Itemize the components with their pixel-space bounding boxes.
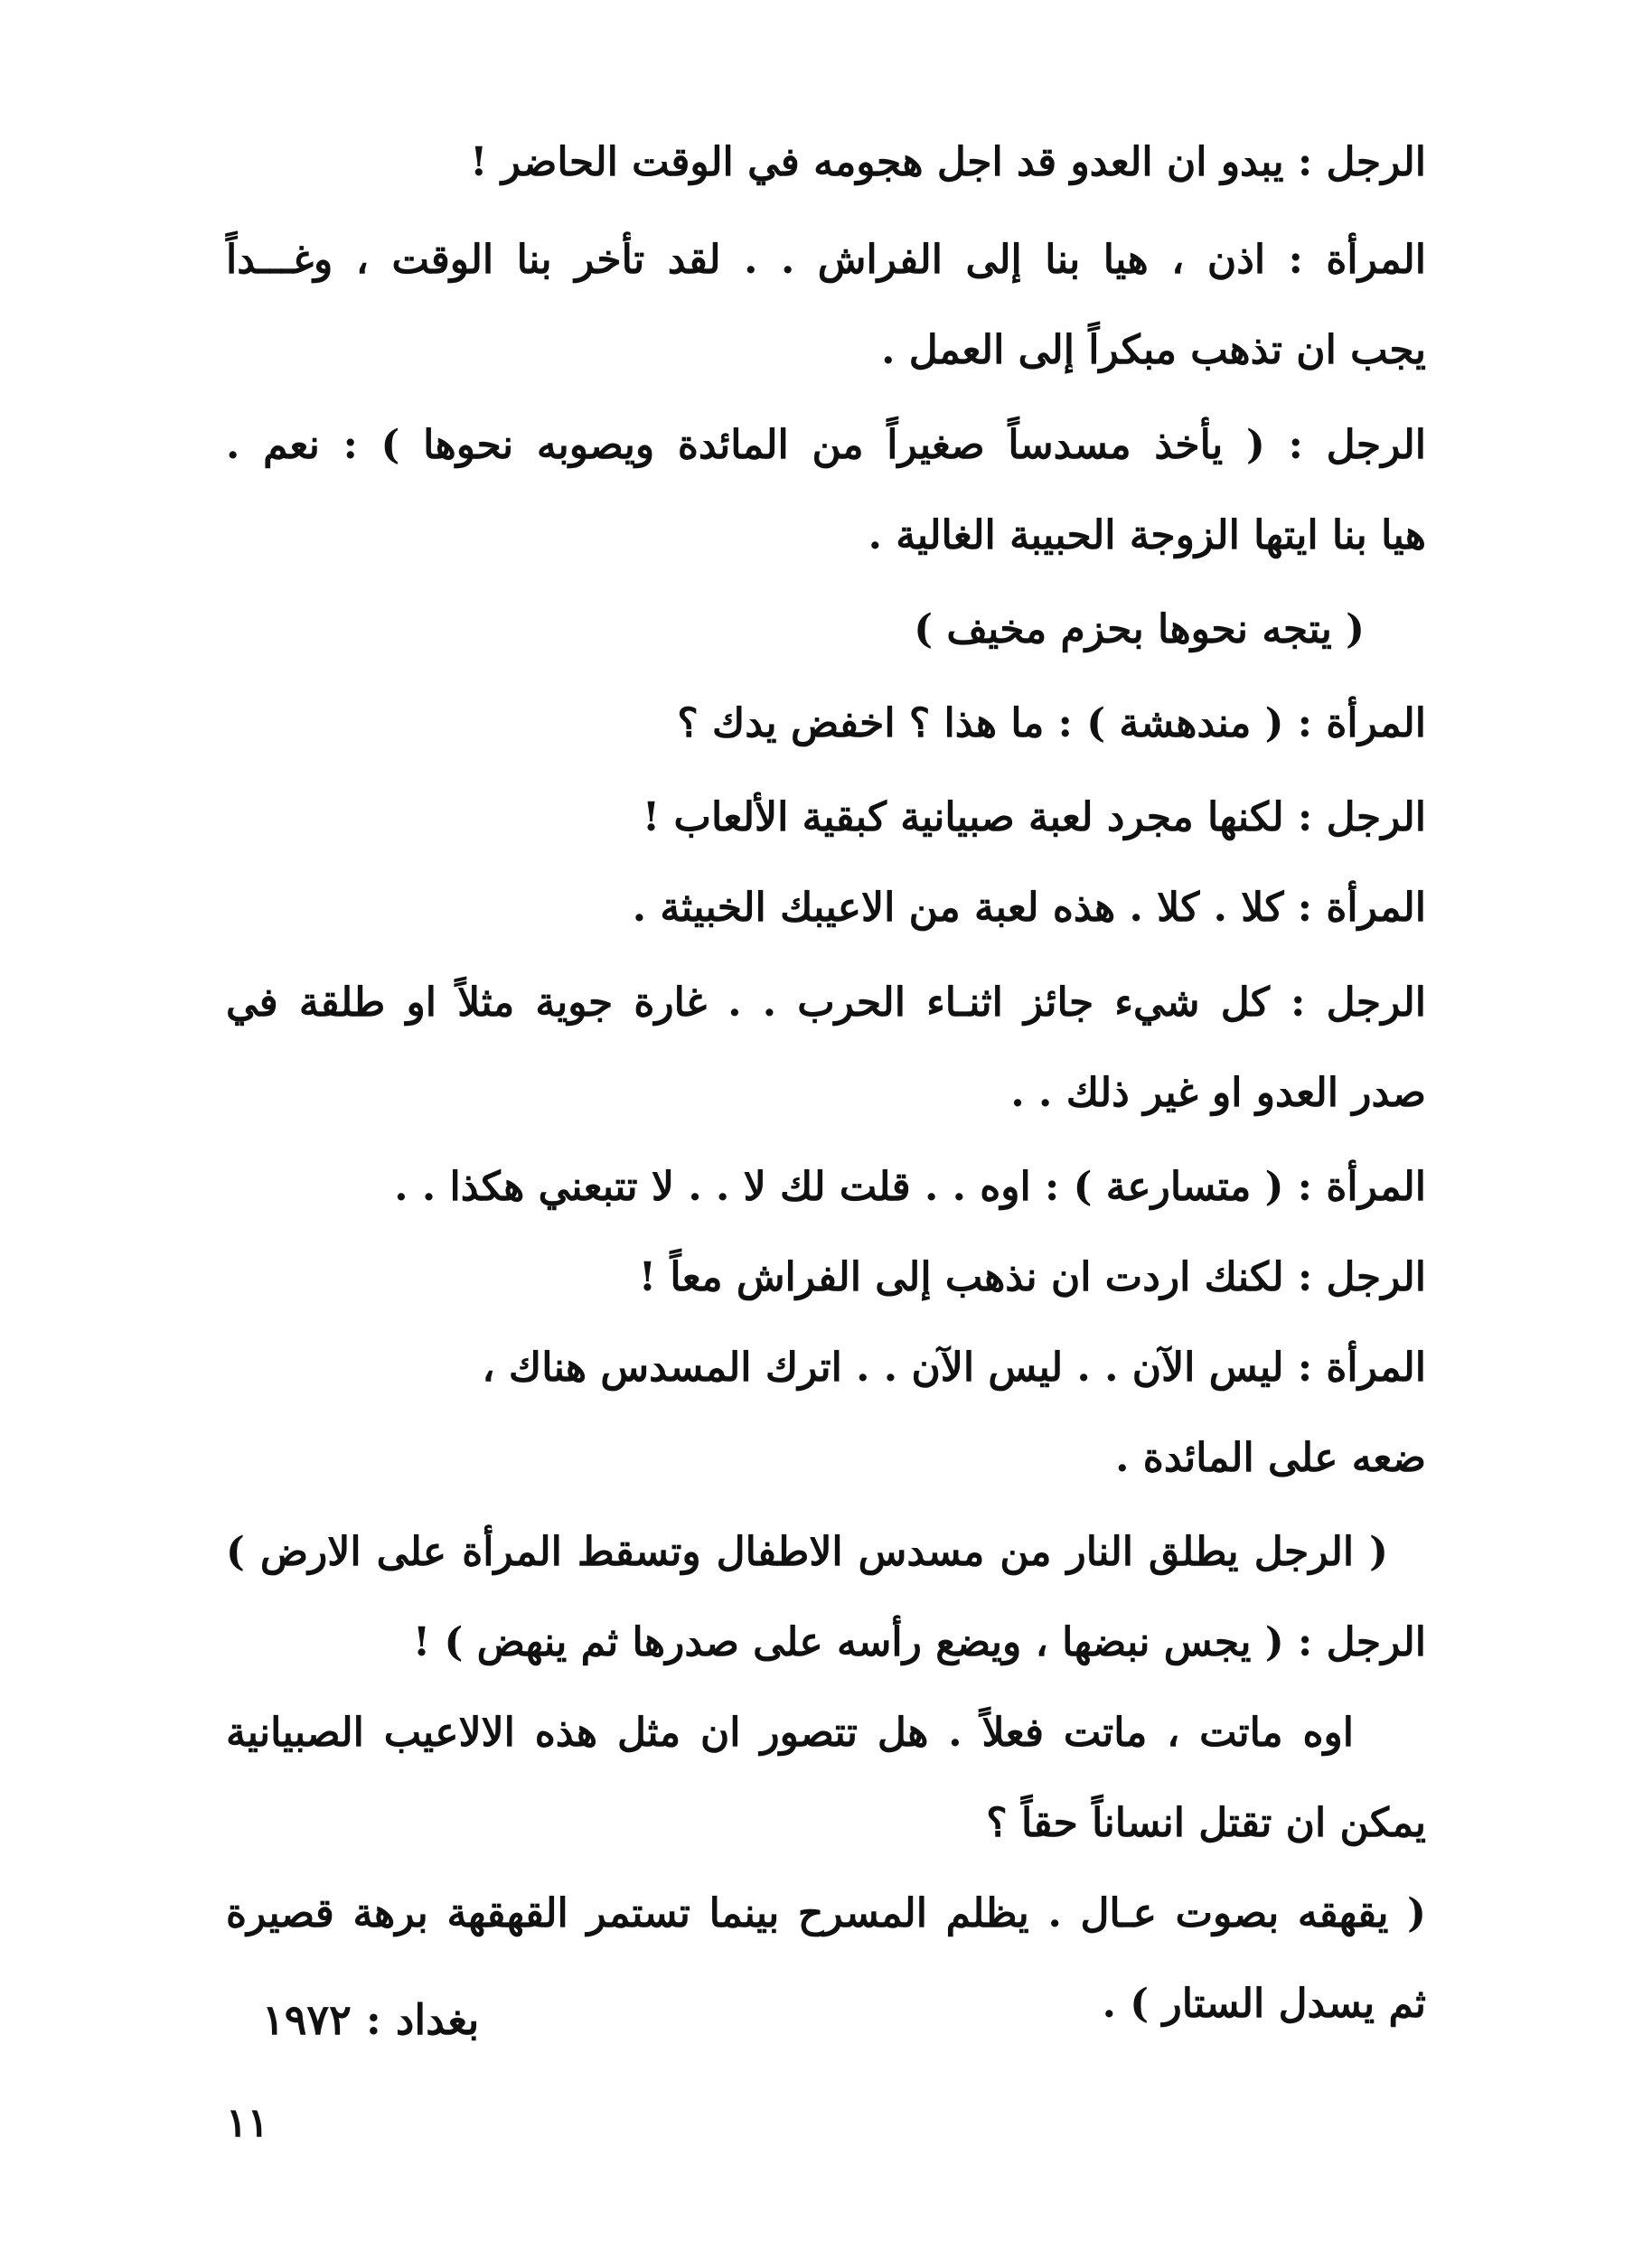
dialogue-line: الرجل : لكنها مجرد لعبة صبيانية كبقية الألعاب ! (642, 794, 1426, 840)
dialogue-line: يجب ان تذهب مبكراً إلى العمل . (881, 327, 1426, 373)
dialogue-line: ضعه على المائدة . (1115, 1435, 1426, 1481)
stage-direction: ثم يسدل الستار ) . (1102, 1981, 1426, 2027)
dialogue-line: يمكن ان تقتل انساناً حقاً ؟ (986, 1800, 1426, 1846)
stage-direction: ( الرجل يطلق النار من مسدس الاطفال وتسقط المرأة على الارض ) (226, 1529, 1388, 1575)
dialogue-line: اوه ماتت ، ماتت فعلاً . هل تتصور ان مثل هذه الالاعيب الصبيانية (226, 1710, 1354, 1756)
stage-direction: ( يتجه نحوها بحزم مخيف ) (914, 606, 1365, 652)
dialogue-line: هيا بنا ايتها الزوجة الحبيبة الغالية . (868, 512, 1426, 558)
page-number: ١١ (226, 2100, 269, 2146)
dialogue-line: الرجل : لكنك اردت ان نذهب إلى الفراش معاً ! (638, 1254, 1426, 1300)
dialogue-line: الرجل : ( يأخذ مسدساً صغيراً من المائدة ويصوبه نحوها ) : نعم . (226, 422, 1426, 468)
dialogue-line: صدر العدو او غير ذلك . . (1010, 1070, 1426, 1116)
dialogue-line: المرأة : اذن ، هيا بنا إلى الفراش . . لقد تأخر بنا الوقت ، وغـــداً (226, 237, 1426, 283)
dialogue-line: المرأة : كلا . كلا . هذه لعبة من الاعيبك الخبيثة . (632, 885, 1426, 931)
dialogue-line: الرجل : كل شيء جائز اثنـاء الحرب . . غارة جوية مثلاً او طلقة في (226, 980, 1426, 1026)
dialogue-line: الرجل : يبدو ان العدو قد اجل هجومه في الوقت الحاضر ! (470, 139, 1426, 185)
place-date: بغداد : ١٩٧٢ (262, 1995, 480, 2044)
dialogue-line: المرأة : ( متسارعة ) : اوه . . قلت لك لا . . لا تتبعني هكذا . . (394, 1164, 1426, 1210)
stage-direction: ( يقهقه بصوت عـال . يظلم المسرح بينما تستمر القهقهة برهة قصيرة (226, 1890, 1426, 1936)
dialogue-line: المرأة : ( مندهشة ) : ما هذا ؟ اخفض يدك ؟ (677, 700, 1426, 746)
dialogue-line: الرجل : ( يجس نبضها ، ويضع رأسه على صدرها ثم ينهض ) ! (412, 1619, 1426, 1665)
dialogue-line: المرأة : ليس الآن . . ليس الآن . . اترك المسدس هناك ، (482, 1345, 1426, 1391)
